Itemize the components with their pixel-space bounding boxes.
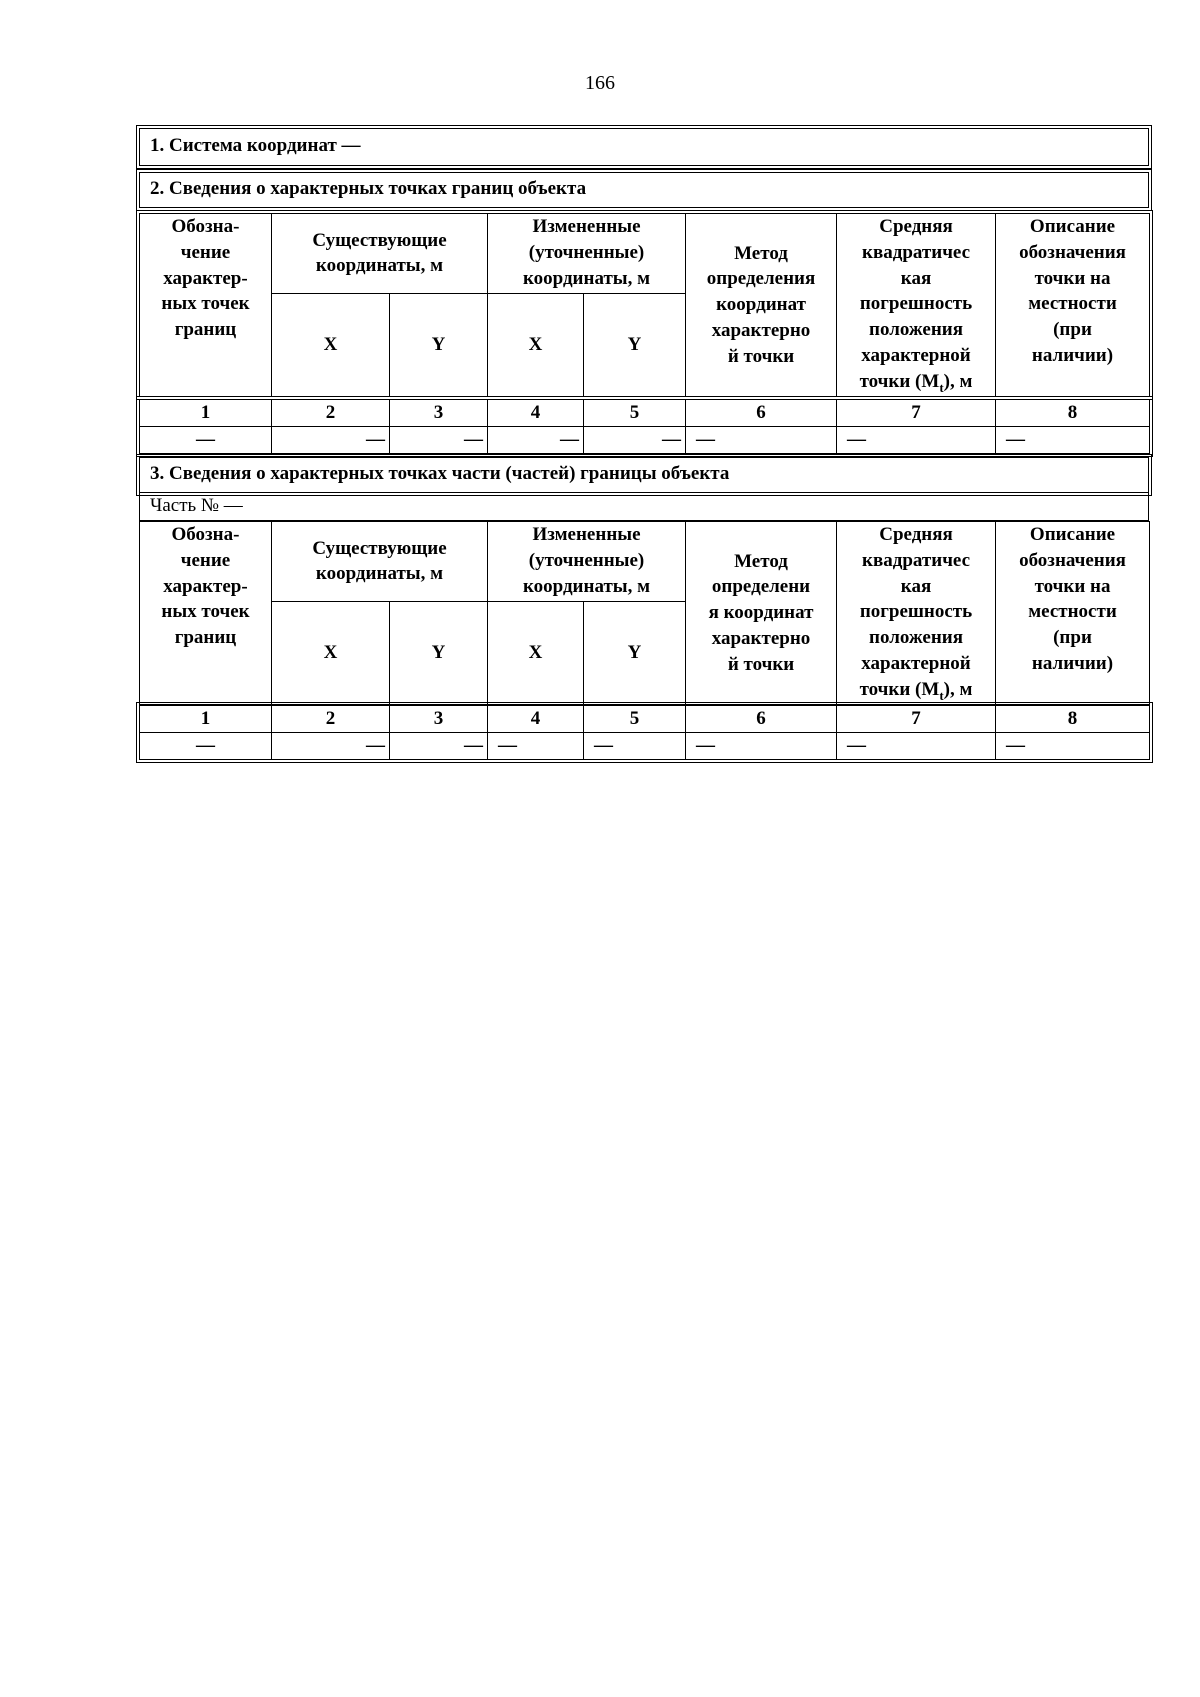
section-2-title: 2. Сведения о характерных точках границ объекта — [139, 172, 1149, 208]
header-description: Описание обозначения точки на местности (при наличии) — [996, 214, 1150, 397]
header-y-changed: Y — [584, 601, 686, 705]
col-number: 6 — [686, 400, 837, 427]
col-number: 3 — [390, 400, 488, 427]
table-cell: — — [584, 427, 686, 454]
header-x-changed: X — [488, 293, 584, 397]
table-cell: — — [272, 733, 390, 760]
part-label: Часть № — — [139, 493, 1149, 521]
section-3-title: 3. Сведения о характерных точках части (частей) границы объекта — [139, 457, 1149, 493]
table-cell: — — [996, 733, 1150, 760]
col-number: 7 — [837, 400, 996, 427]
section-2-header-table — [139, 213, 1150, 397]
header-x-existing: X — [272, 293, 390, 397]
col-number: 2 — [272, 706, 390, 733]
col-number: 4 — [488, 400, 584, 427]
table-cell: — — [686, 427, 837, 454]
table-cell: — — [488, 427, 584, 454]
section-1-title: 1. Система координат — — [139, 128, 1149, 166]
header-changed-coords: Измененные (уточненные) координаты, м — [488, 214, 686, 294]
table-cell: — — [140, 427, 272, 454]
col-number: 7 — [837, 706, 996, 733]
table-cell: — — [390, 733, 488, 760]
header-y-changed: Y — [584, 293, 686, 397]
header-existing-coords: Существующие координаты, м — [272, 214, 488, 294]
header-method: Метод определени я координат характерно й точки — [686, 522, 837, 705]
col-number: 4 — [488, 706, 584, 733]
header-point-designation: Обозна- чение характер- ных точек границ — [140, 522, 272, 705]
table-cell: — — [996, 427, 1150, 454]
col-number: 3 — [390, 706, 488, 733]
col-number: 1 — [140, 400, 272, 427]
col-number: 5 — [584, 400, 686, 427]
table-cell: — — [584, 733, 686, 760]
page-number: 166 — [585, 72, 615, 94]
col-number: 8 — [996, 706, 1150, 733]
header-y-existing: Y — [390, 293, 488, 397]
col-number: 2 — [272, 400, 390, 427]
header-x-existing: X — [272, 601, 390, 705]
col-number: 5 — [584, 706, 686, 733]
header-error: Средняя квадратичес кая погрешность положения характерной точки $(M_t)$, м — [837, 522, 996, 705]
header-existing-coords: Существующие координаты, м — [272, 522, 488, 602]
header-method: Метод определения координат характерно й точки — [686, 214, 837, 397]
header-error: Средняя квадратичес кая погрешность положения характерной точки $(M_t)$, м — [837, 214, 996, 397]
table-cell: — — [272, 427, 390, 454]
header-description: Описание обозначения точки на местности (при наличии) — [996, 522, 1150, 705]
header-y-existing: Y — [390, 601, 488, 705]
col-number: 1 — [140, 706, 272, 733]
table-cell: — — [686, 733, 837, 760]
section-2-data-table — [139, 399, 1150, 454]
header-x-changed: X — [488, 601, 584, 705]
table-cell: — — [140, 733, 272, 760]
table-cell: — — [390, 427, 488, 454]
section-3-header-table — [139, 521, 1150, 705]
table-cell: — — [837, 427, 996, 454]
header-point-designation: Обозна- чение характер- ных точек границ — [140, 214, 272, 397]
table-cell: — — [837, 733, 996, 760]
table-cell: — — [488, 733, 584, 760]
section-3-data-table — [139, 705, 1150, 760]
header-changed-coords: Измененные (уточненные) координаты, м — [488, 522, 686, 602]
col-number: 6 — [686, 706, 837, 733]
col-number: 8 — [996, 400, 1150, 427]
